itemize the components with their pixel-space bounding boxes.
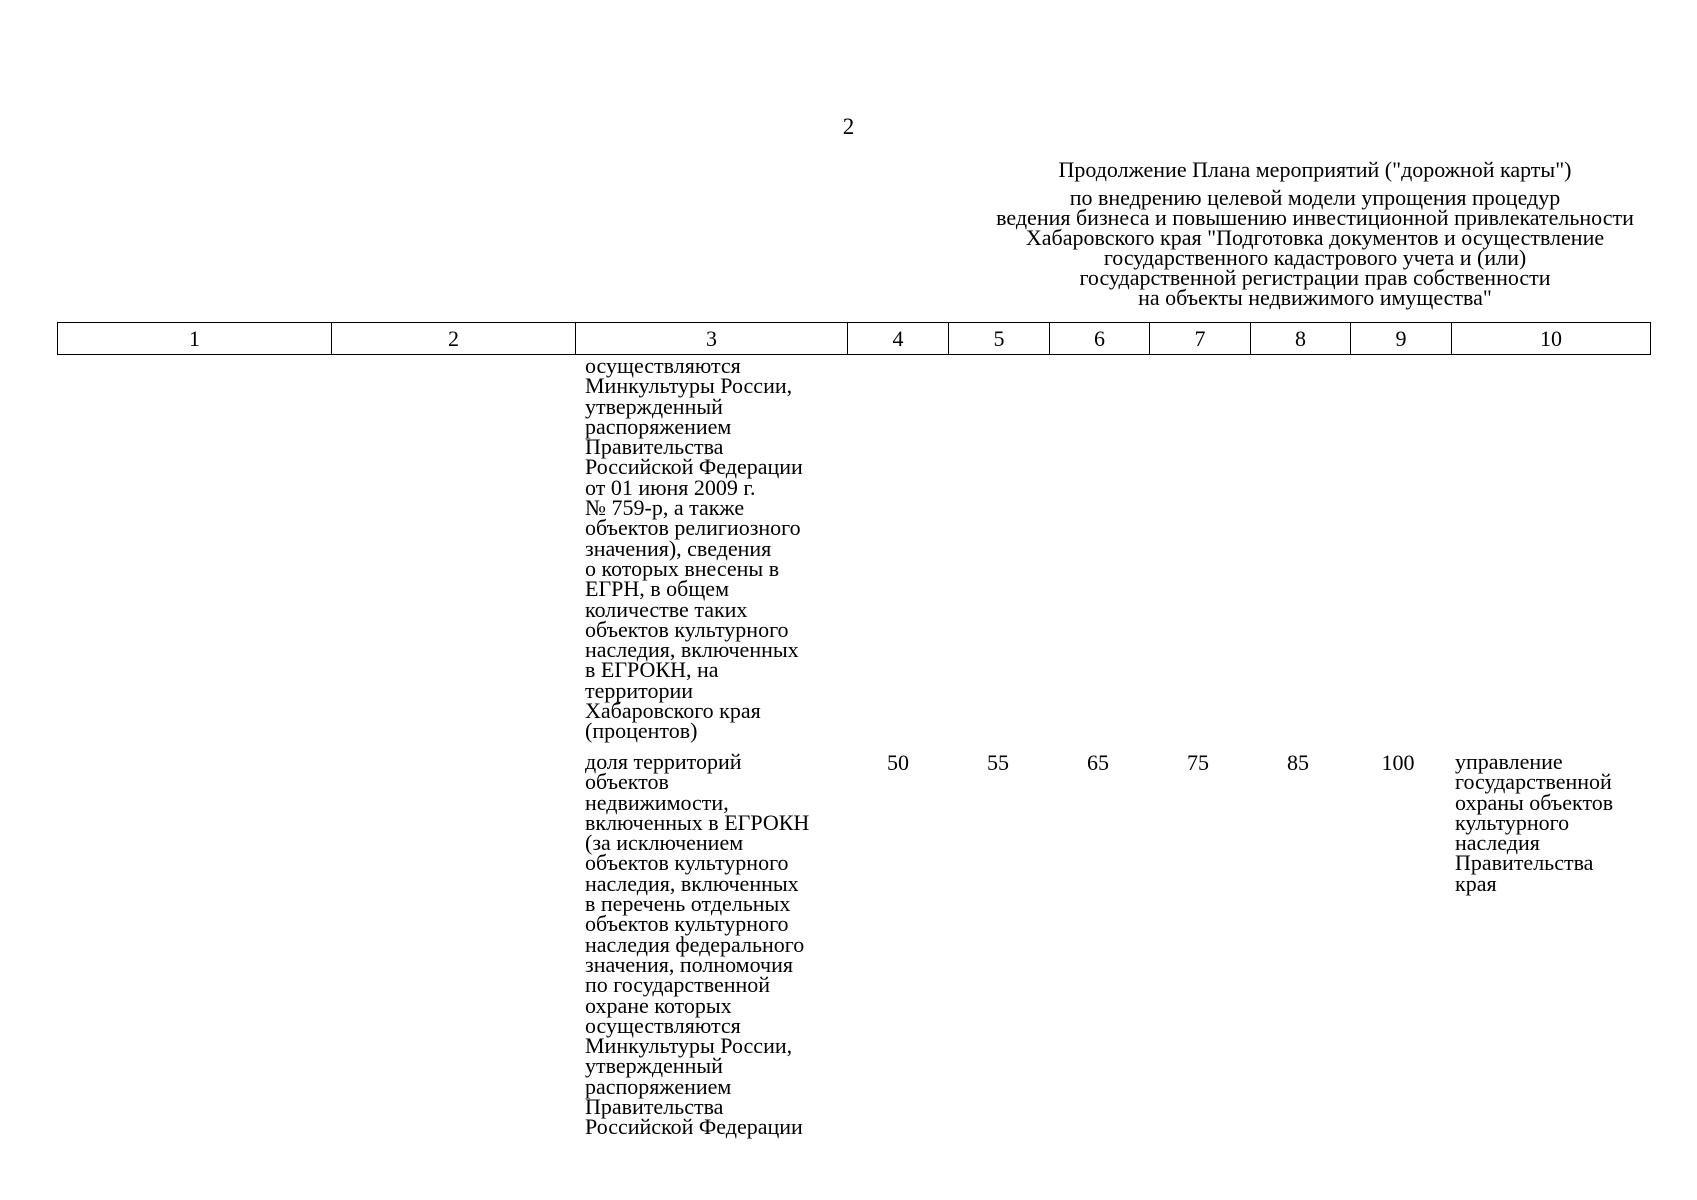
indicator-text: доля территорий объектов недвижимости, включенных в ЕГРОКН (за исключением объектов культурного наследия, включенных в перечень отдельных объектов культурного наследия федерального значения, полномочия по государственной охране которых осуществляются Минкультуры России, утвержденный распоряжением Правительства Российской Федерации [585,749,810,1140]
table-column-header-row [57,322,1651,355]
column-header-2: 2 [331,323,575,354]
value-col-6: 65 [1087,750,1109,775]
value-col-8: 85 [1287,750,1309,775]
value-col-4: 50 [887,750,909,775]
column-header-10: 10 [1451,323,1650,354]
title-line: на объекты недвижимого имущества" [1138,285,1492,310]
title-line: по внедрению целевой модели упрощения процедур [1069,185,1561,210]
column-header-7: 7 [1149,323,1250,354]
column-header-3: 3 [575,323,847,354]
column-header-4: 4 [847,323,948,354]
title-line: ведения бизнеса и повышению инвестиционной привлекательности [996,205,1634,230]
column-header-5: 5 [948,323,1049,354]
title-line: Хабаровского края "Подготовка документов и осуществление [1025,225,1605,250]
title-line: государственного кадастрового учета и (или) [1103,245,1527,270]
value-col-5: 55 [987,750,1009,775]
title-first-line: Продолжение Плана мероприятий ("дорожной карты") [1058,157,1572,182]
column-header-8: 8 [1250,323,1350,354]
document-title [950,158,1680,308]
indicator-text-continued: осуществляются Минкультуры России, утвержденный распоряжением Правительства Российской Федерации от 01 июня 2009 г. № 759-р, а также объектов религиозного значения), сведения о которых внесены в ЕГРН, в общем количестве таких объектов культурного наследия, включенных в ЕГРОКН, на территории Хабаровского края (процентов) [585,353,803,744]
column-header-1: 1 [189,325,200,351]
value-col-7: 75 [1187,750,1209,775]
column-header-9: 9 [1350,323,1451,354]
responsible-executor: управление государственной охраны объектов культурного наследия Правительства края [1455,749,1614,896]
title-line: государственной регистрации прав собственности [1079,265,1551,290]
page-number: 2 [842,114,855,139]
value-col-9: 100 [1381,750,1415,775]
column-header-6: 6 [1049,323,1149,354]
